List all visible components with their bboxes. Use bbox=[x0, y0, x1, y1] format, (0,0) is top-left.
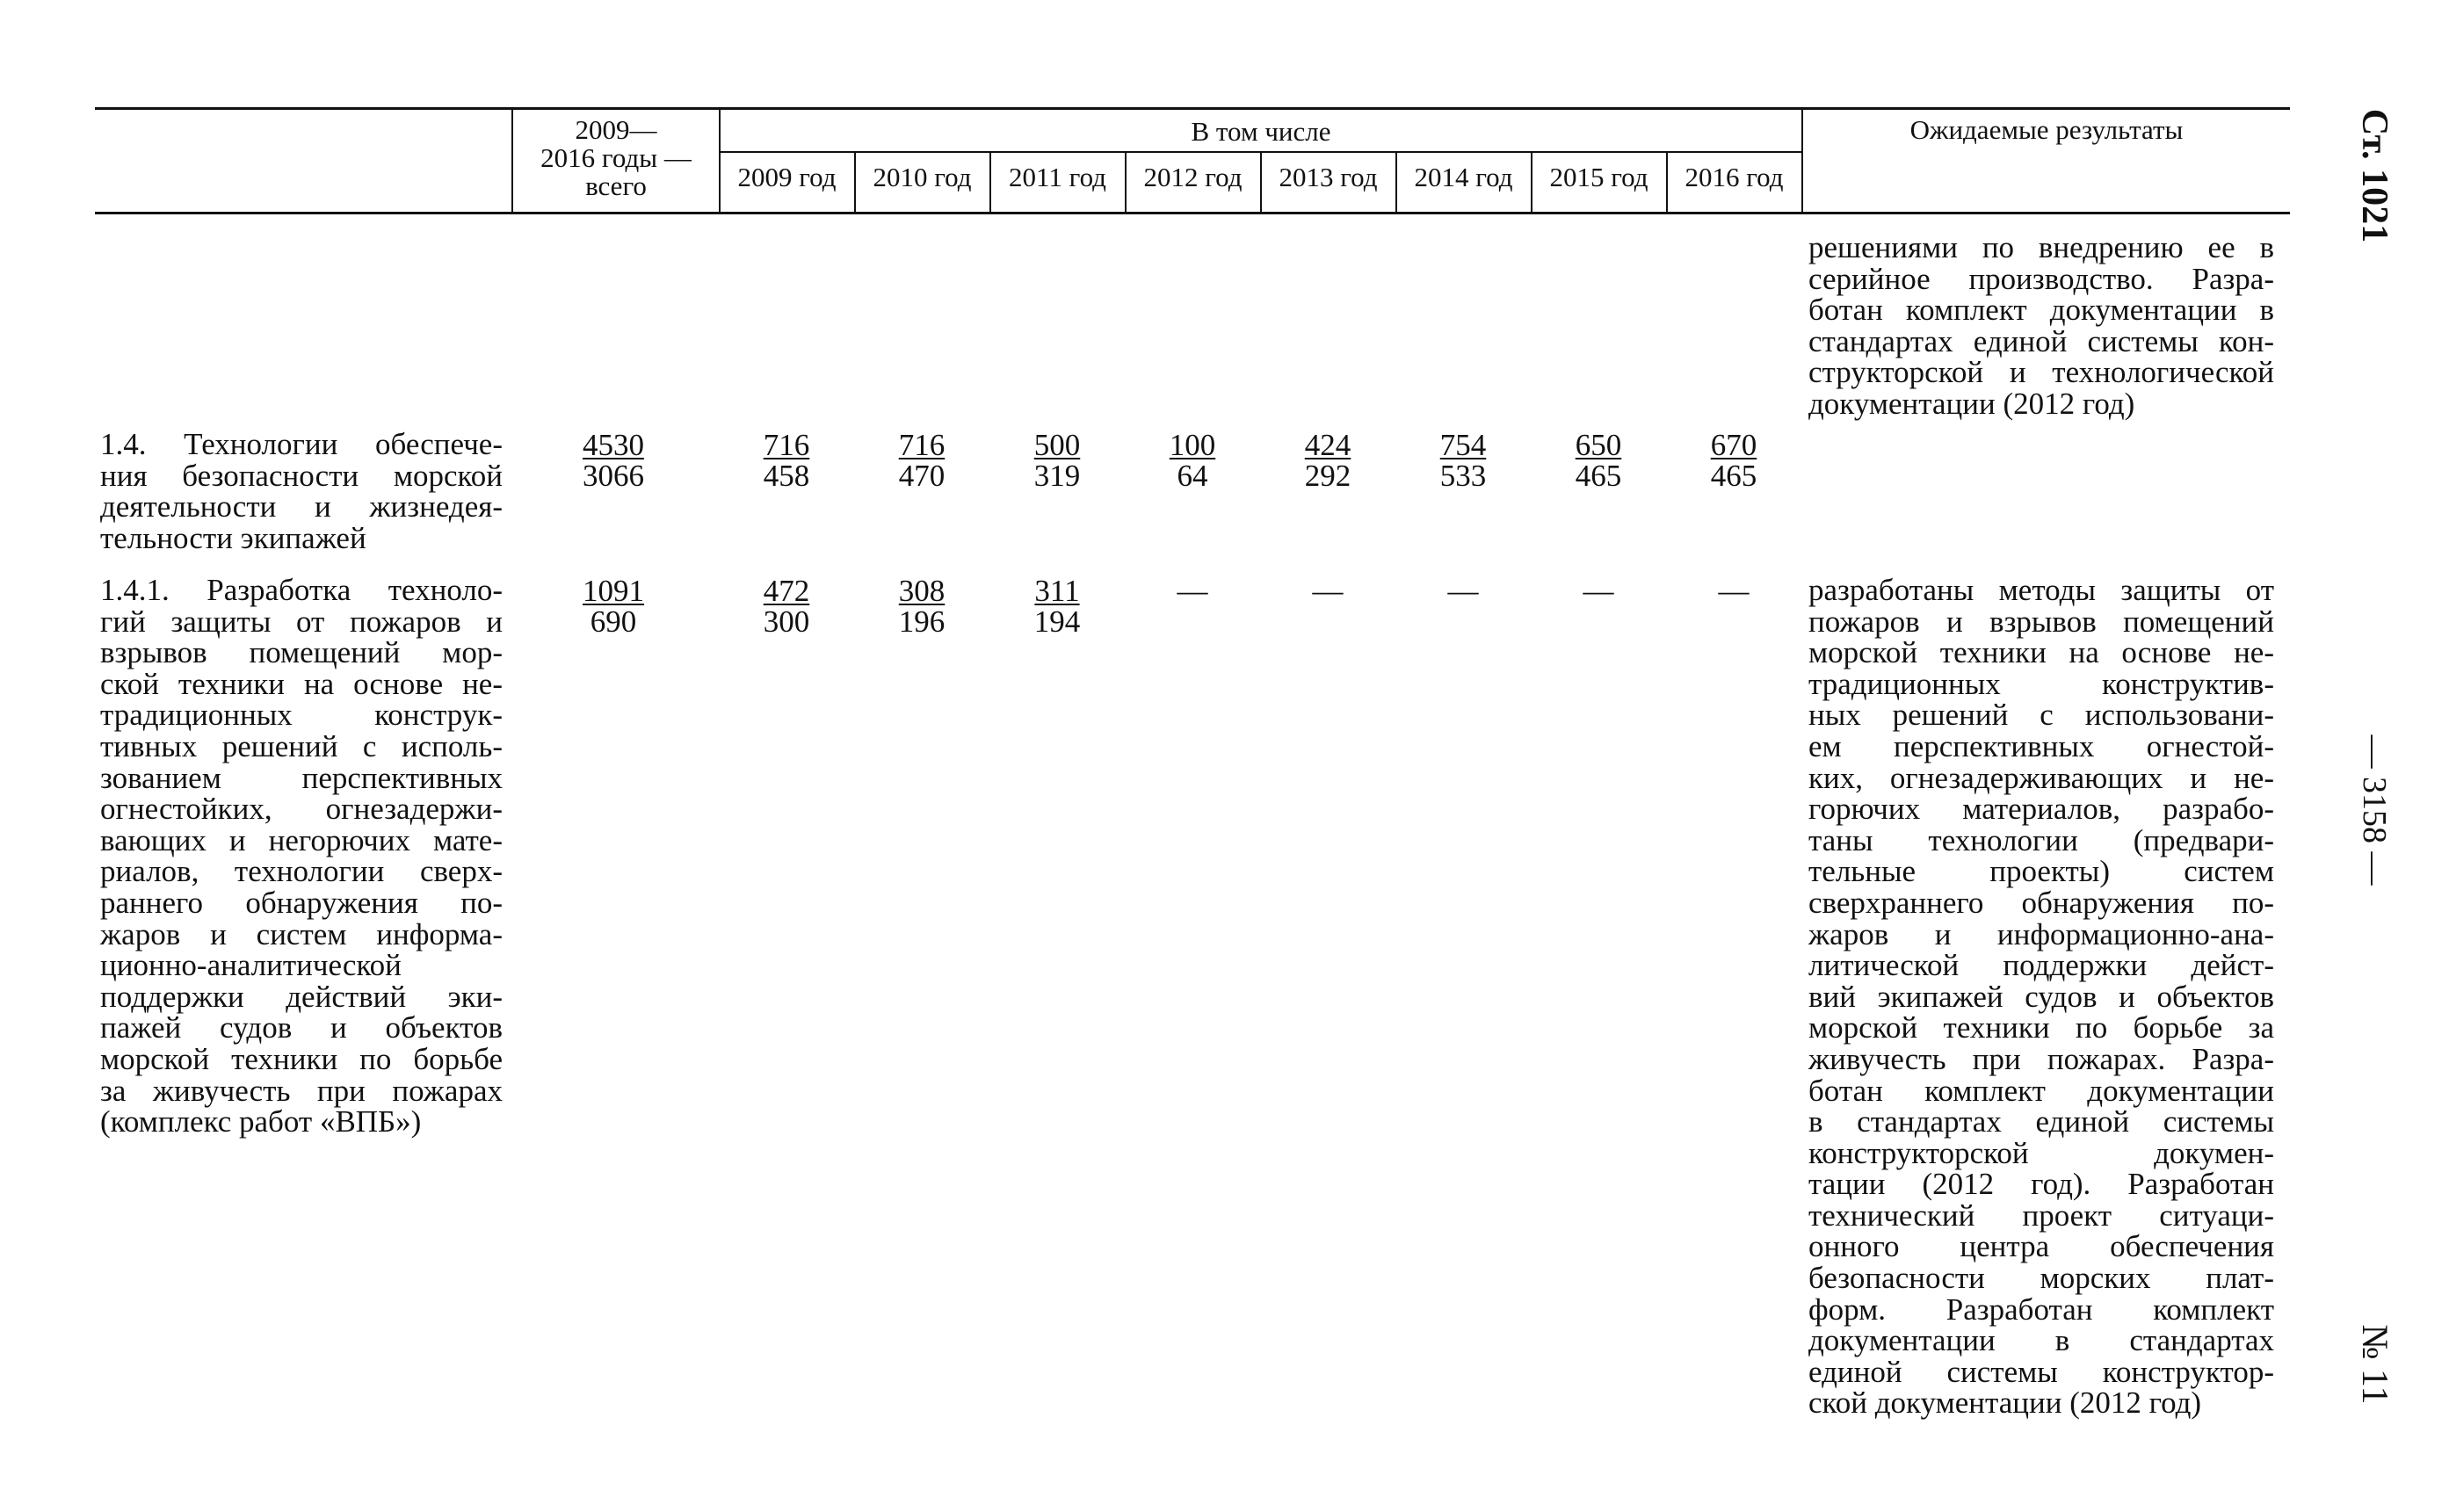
continued-result-text bbox=[1808, 232, 2274, 420]
value-numerator: 308 bbox=[898, 574, 946, 608]
value-denominator: 196 bbox=[898, 604, 946, 639]
row-name-line: ской техники на основе не- bbox=[100, 666, 503, 701]
row-name-line: ционно-аналитической bbox=[100, 948, 402, 983]
result-line: традиционных конструктив- bbox=[1808, 666, 2274, 701]
row-name-line: огнестойких, огнезадержи- bbox=[100, 792, 503, 827]
value-numerator: 472 bbox=[763, 574, 810, 608]
header-year-2016: 2016 год bbox=[1685, 162, 1784, 192]
result-line: вий экипажей судов и объектов bbox=[1808, 979, 2274, 1014]
value-denominator: 300 bbox=[763, 604, 810, 639]
result-line: в стандартах единой системы bbox=[1808, 1104, 2274, 1139]
value-denominator: 64 bbox=[1177, 459, 1208, 493]
row-1-4-year-2016 bbox=[1685, 430, 1782, 491]
result-line: литической поддержки дейст- bbox=[1808, 948, 2274, 983]
header-year-2012: 2012 год bbox=[1143, 162, 1243, 192]
row-name-line: поддержки действий эки- bbox=[100, 979, 503, 1014]
header-year-2013: 2013 год bbox=[1279, 162, 1378, 192]
row-1-4-name bbox=[100, 429, 503, 553]
result-line: тельные проекты) систем bbox=[1808, 854, 2274, 889]
value-numerator: 424 bbox=[1304, 428, 1351, 462]
value-numerator: 311 bbox=[1034, 574, 1080, 608]
value-numerator: 650 bbox=[1575, 428, 1622, 462]
row-name-line: 1.4.1. Разработка техноло- bbox=[100, 573, 503, 607]
row-1-4-year-2009 bbox=[738, 430, 835, 491]
row-name-line: жаров и систем информа- bbox=[100, 916, 503, 951]
header-year-2009: 2009 год bbox=[737, 162, 837, 192]
value-numerator: 500 bbox=[1033, 428, 1081, 462]
result-line: ской документации (2012 год) bbox=[1808, 1385, 2202, 1421]
value-denominator: 465 bbox=[1710, 459, 1757, 493]
row-name-line: риалов, технологии сверх- bbox=[100, 854, 503, 889]
result-line: документации (2012 год) bbox=[1808, 386, 2135, 421]
value-denominator: 465 bbox=[1575, 459, 1622, 493]
row-name-line: ния безопасности морской bbox=[100, 458, 503, 493]
row-name-line: раннего обнаружения по- bbox=[100, 885, 503, 920]
header-total-line: 2016 годы — bbox=[540, 142, 692, 173]
row-1-4-total bbox=[565, 430, 662, 491]
row-1-4-1-year-2013-empty: — bbox=[1312, 574, 1344, 608]
value-denominator: 319 bbox=[1033, 459, 1081, 493]
result-line: ботан комплект документации bbox=[1808, 1073, 2274, 1108]
value-denominator: 194 bbox=[1033, 604, 1081, 639]
result-line: тации (2012 год). Разработан bbox=[1808, 1167, 2274, 1202]
header-year-2014: 2014 год bbox=[1414, 162, 1513, 192]
row-1-4-year-2012 bbox=[1144, 430, 1241, 491]
row-name-line: гий защиты от пожаров и bbox=[100, 604, 503, 639]
row-1-4-1-year-2009 bbox=[738, 575, 835, 637]
value-numerator: 1091 bbox=[583, 574, 644, 608]
row-name-line: пажей судов и объектов bbox=[100, 1010, 503, 1045]
result-line: единой системы конструктор- bbox=[1808, 1354, 2274, 1389]
row-name-line: тельности экипажей bbox=[100, 520, 366, 555]
result-line: таны технологии (предвари- bbox=[1808, 822, 2274, 857]
row-1-4-1-year-2016-empty: — bbox=[1718, 574, 1750, 608]
header-total bbox=[513, 116, 719, 200]
value-numerator: 716 bbox=[898, 428, 946, 462]
margin-article-number: Ст. 1021 bbox=[2354, 108, 2395, 243]
result-line: морской техники по борьбе за bbox=[1808, 1010, 2274, 1045]
row-name-line: зованием перспективных bbox=[100, 760, 503, 795]
row-name-line: традиционных конструк- bbox=[100, 698, 503, 733]
result-line: пожаров и взрывов помещений bbox=[1808, 604, 2274, 639]
value-denominator: 3066 bbox=[583, 459, 644, 493]
result-line: ем перспективных огнестой- bbox=[1808, 728, 2274, 763]
header-results: Ожидаемые результаты bbox=[1909, 114, 2184, 145]
row-1-4-1-total bbox=[565, 575, 662, 637]
value-denominator: 470 bbox=[898, 459, 946, 493]
result-line: жаров и информационно-ана- bbox=[1808, 916, 2274, 951]
row-1-4-1-year-2011 bbox=[1009, 575, 1105, 637]
header-total-line: всего bbox=[585, 170, 647, 201]
row-1-4-1-result bbox=[1808, 575, 2274, 1419]
value-denominator: 292 bbox=[1304, 459, 1351, 493]
result-line: технический проект ситуаци- bbox=[1808, 1197, 2274, 1233]
value-denominator: 533 bbox=[1439, 459, 1487, 493]
row-name-line: взрывов помещений мор- bbox=[100, 635, 503, 670]
row-name-line: морской техники по борьбе bbox=[100, 1041, 503, 1076]
row-name-line: вающих и негорючих мате- bbox=[100, 822, 503, 857]
result-line: морской техники на основе не- bbox=[1808, 635, 2274, 670]
result-line: документации в стандартах bbox=[1808, 1323, 2274, 1358]
table-top-rule bbox=[95, 107, 2290, 110]
row-1-4-1-year-2014-empty: — bbox=[1447, 574, 1479, 608]
row-name-line: 1.4. Технологии обеспече- bbox=[100, 427, 503, 461]
row-name-line: (комплекс работ «ВПБ») bbox=[100, 1104, 422, 1139]
result-line: ких, огнезадерживающих и не- bbox=[1808, 760, 2274, 795]
result-line: ных решений с использовани- bbox=[1808, 698, 2274, 733]
result-line: горючих материалов, разрабо- bbox=[1808, 792, 2274, 827]
row-name-line: за живучесть при пожарах bbox=[100, 1073, 503, 1108]
margin-issue-number: № 11 bbox=[2354, 1324, 2395, 1405]
result-line: сверхраннего обнаружения по- bbox=[1808, 885, 2274, 920]
value-numerator: 754 bbox=[1439, 428, 1487, 462]
header-year-2010: 2010 год bbox=[873, 162, 972, 192]
result-line: ботан комплект документации в bbox=[1808, 293, 2274, 328]
value-denominator: 690 bbox=[590, 604, 637, 639]
row-1-4-year-2014 bbox=[1415, 430, 1511, 491]
result-line: разработаны методы защиты от bbox=[1808, 573, 2274, 607]
value-numerator: 716 bbox=[763, 428, 810, 462]
table-header-bottom-rule bbox=[95, 212, 2290, 214]
result-line: онного центра обеспечения bbox=[1808, 1229, 2274, 1264]
result-line: форм. Разработан комплект bbox=[1808, 1291, 2274, 1327]
value-denominator: 458 bbox=[763, 459, 810, 493]
row-1-4-1-name bbox=[100, 575, 503, 1138]
result-line: серийное производство. Разра- bbox=[1808, 261, 2274, 296]
row-1-4-year-2010 bbox=[873, 430, 970, 491]
row-1-4-year-2015 bbox=[1550, 430, 1647, 491]
header-year-2011: 2011 год bbox=[1009, 162, 1106, 192]
result-line: решениями по внедрению ее в bbox=[1808, 230, 2274, 264]
row-1-4-year-2013 bbox=[1279, 430, 1376, 491]
row-1-4-1-year-2015-empty: — bbox=[1583, 574, 1614, 608]
result-line: стандартах единой системы кон- bbox=[1808, 323, 2274, 358]
value-numerator: 4530 bbox=[583, 428, 644, 462]
result-line: безопасности морских плат- bbox=[1808, 1261, 2274, 1296]
header-year-2015: 2015 год bbox=[1549, 162, 1648, 192]
row-name-line: тивных решений с исполь- bbox=[100, 728, 503, 763]
header-total-line: 2009— bbox=[575, 114, 657, 145]
result-line: живучесть при пожарах. Разра- bbox=[1808, 1041, 2274, 1076]
row-1-4-year-2011 bbox=[1009, 430, 1105, 491]
row-1-4-1-year-2012-empty: — bbox=[1177, 574, 1208, 608]
result-line: конструкторской докумен- bbox=[1808, 1135, 2274, 1170]
value-numerator: 100 bbox=[1169, 428, 1216, 462]
result-line: структорской и технологической bbox=[1808, 355, 2274, 390]
margin-page-number: — 3158 — bbox=[2356, 734, 2393, 886]
row-name-line: деятельности и жизнедея- bbox=[100, 489, 503, 524]
value-numerator: 670 bbox=[1710, 428, 1757, 462]
row-1-4-1-year-2010 bbox=[873, 575, 970, 637]
header-including: В том числе bbox=[1191, 116, 1331, 147]
